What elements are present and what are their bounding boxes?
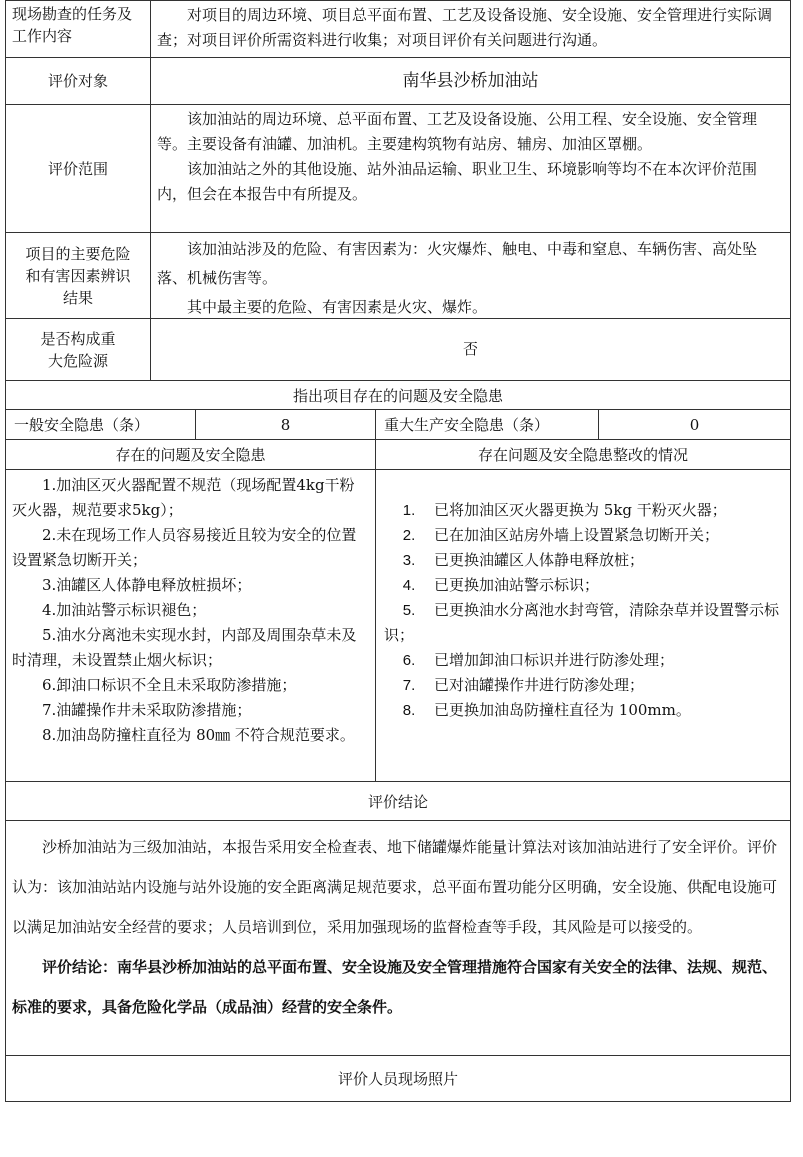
- fix-item: [384, 648, 782, 673]
- problem-item: 1.加油区灭火器配置不规范（现场配置4kg干粉灭火器，规范要求5kg）；: [12, 476, 355, 519]
- problem-item: 2.未在现场工作人员容易接近且较为安全的位置设置紧急切断开关；: [12, 526, 357, 569]
- general-hazard-label: 一般安全隐患（条）: [6, 410, 196, 439]
- hazards-paragraph-1: 该加油站涉及的危险、有害因素为：火灾爆炸、触电、中毒和窒息、车辆伤害、高处坠落、机械伤害等。: [157, 240, 758, 287]
- evaluation-report-table: [5, 0, 791, 1102]
- fix-text: 已更换油罐区人体静电释放桩；: [434, 551, 645, 569]
- conclusion-row: [5, 821, 791, 1056]
- issues-header: 指出项目存在的问题及安全隐患: [292, 386, 503, 405]
- fix-number: 6.: [402, 652, 416, 669]
- fix-item: [384, 598, 782, 648]
- hazards-label: 项目的主要危险和有害因素辨识结果: [6, 233, 151, 318]
- fix-text: 已更换油水分离池水封弯管，清除杂草并设置警示标识；: [384, 601, 780, 644]
- fix-item: [384, 698, 782, 723]
- counts-row: [5, 410, 791, 440]
- conclusion-content: [6, 821, 790, 1055]
- fix-item: [384, 673, 782, 698]
- problem-item: 7.油罐操作井未采取防渗措施；: [42, 701, 252, 719]
- problem-item: 8.加油岛防撞柱直径为 80㎜ 不符合规范要求。: [42, 726, 355, 744]
- fix-text: 已更换加油站警示标识；: [434, 576, 600, 594]
- fix-number: 1.: [402, 502, 416, 519]
- fixes-list: [384, 498, 782, 723]
- problems-fixes-row: [5, 470, 791, 782]
- general-hazard-count: 8: [196, 410, 376, 439]
- photos-header: 评价人员现场照片: [337, 1070, 458, 1088]
- scope-content: [151, 105, 790, 232]
- target-row: [5, 58, 791, 105]
- problem-item: 4.加油站警示标识褪色；: [42, 601, 207, 619]
- fix-number: 7.: [402, 677, 416, 694]
- survey-label: 现场勘查的任务及工作内容: [6, 1, 151, 57]
- fix-number: 4.: [402, 577, 416, 594]
- scope-paragraph-2: 该加油站之外的其他设施、站外油品运输、职业卫生、环境影响等均不在本次评价范围内，但会在本报告中有所提及。: [157, 160, 758, 203]
- problems-list: [6, 470, 376, 781]
- major-hazard-count: 0: [689, 415, 700, 434]
- fixes-column-header: 存在问题及安全隐患整改的情况: [477, 446, 688, 464]
- fix-text: 已更换加油岛防撞柱直径为 100mm。: [434, 701, 691, 719]
- major-hazard-row: [5, 319, 791, 381]
- problem-item: 5.油水分离池未实现水封，内部及周围杂草未及时清理，未设置禁止烟火标识；: [12, 626, 357, 669]
- problems-column-header: 存在的问题及安全隐患: [6, 440, 376, 469]
- target-value: 南华县沙桥加油站: [402, 70, 539, 91]
- survey-content: [151, 1, 790, 57]
- issues-header-row: [5, 381, 791, 410]
- fix-number: 3.: [402, 552, 416, 569]
- fix-text: 已对油罐操作井进行防渗处理；: [434, 676, 645, 694]
- conclusion-header-row: [5, 782, 791, 821]
- survey-row: [5, 0, 791, 58]
- survey-text: 对项目的周边环境、项目总平面布置、工艺及设备设施、安全设施、安全管理进行实际调查；对项目评价所需资料进行收集；对项目评价有关问题进行沟通。: [157, 6, 773, 49]
- problem-item: 6.卸油口标识不全且未采取防渗措施；: [42, 676, 297, 694]
- hazards-row: [5, 233, 791, 319]
- fix-text: 已将加油区灭火器更换为 5kg 干粉灭火器；: [434, 501, 727, 519]
- fix-text: 已在加油区站房外墙上设置紧急切断开关；: [434, 526, 720, 544]
- hazards-paragraph-2: 其中最主要的危险、有害因素是火灾、爆炸。: [187, 298, 488, 316]
- fix-number: 5.: [402, 602, 416, 619]
- problem-item: 3.油罐区人体静电释放桩损坏；: [42, 576, 252, 594]
- columns-header-row: [5, 440, 791, 470]
- target-label: 评价对象: [6, 58, 151, 104]
- major-hazard-count-label: 重大生产安全隐患（条）: [376, 410, 599, 439]
- photos-header-row: [5, 1056, 791, 1102]
- scope-row: [5, 105, 791, 233]
- fixes-list-container: [376, 470, 790, 781]
- fix-number: 8.: [402, 702, 416, 719]
- fix-item: [384, 548, 782, 573]
- fix-text: 已增加卸油口标识并进行防渗处理；: [434, 651, 675, 669]
- fix-item: [384, 498, 782, 523]
- conclusion-statement: 评价结论：南华县沙桥加油站的总平面布置、安全设施及安全管理措施符合国家有关安全的法律、法规、规范、标准的要求，具备危险化学品（成品油）经营的安全条件。: [12, 958, 778, 1016]
- fix-number: 2.: [402, 527, 416, 544]
- scope-paragraph-1: 该加油站的周边环境、总平面布置、工艺及设备设施、公用工程、安全设施、安全管理等。主要设备有油罐、加油机。主要建构筑物有站房、辅房、加油区罩棚。: [157, 110, 758, 153]
- fix-item: [384, 523, 782, 548]
- hazards-content: [151, 233, 790, 318]
- major-hazard-value: 否: [462, 340, 478, 358]
- fix-item: [384, 573, 782, 598]
- scope-label: 评价范围: [6, 105, 151, 232]
- conclusion-paragraph: 沙桥加油站为三级加油站，本报告采用安全检查表、地下储罐爆炸能量计算法对该加油站进行了安全评价。评价认为：该加油站站内设施与站外设施的安全距离满足规范要求，总平面布置功能分区明确，安全设施、供配电设施可以满足加油站安全经营的要求；人员培训到位，采用加强现场的监督检查等手段，其风险是可以接受的。: [12, 838, 778, 936]
- conclusion-header: 评价结论: [367, 792, 428, 811]
- major-hazard-label: 是否构成重大危险源: [6, 319, 151, 380]
